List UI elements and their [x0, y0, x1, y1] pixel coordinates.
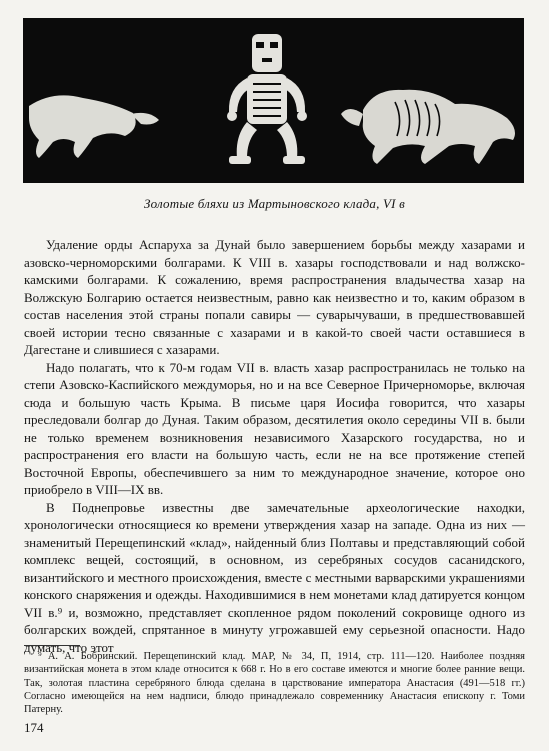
paragraph-1: Удаление орды Аспаруха за Дунай было завершением борьбы между хазарами и азовско-черноморскими болгарами. К VIII в. хазары господствовали и над волжско-камскими болгарами. К сожалению, время распространения владычества хазар на Волжскую Болгарию остается неизвестным, равно как неизвестно и то, каким образом в состав населения этой страны попали савиры — суварычуваши, в предшествовавшей своей истории тесно связанные с хазарами и в какой-то своей части оставшиеся в Дагестане и слившиеся с хазарами. — [24, 237, 525, 357]
paragraph-3: В Поднепровье известны две замечательные археологические находки, хронологически относящиеся ко времени утверждения хазар на западе. Одна из них — знаменитый Перещепинский «клад», найденный близ Полтавы и представляющий собой комплекс вещей, состоящий, в основном, из серебряных сосудов сасанидского, византийского и местного происхождения, вместе с местными варварскими украшениями конского снаряжения и одежды. Находившимися в нем монетами клад датируется концом VII в.⁹ и, возможно, представляет скопленное рядом поколений сокровище одного из болгарских вождей, спрятанное в минуту угрожавшей ему серьезной опасности. Надо думать, что этот — [24, 499, 525, 655]
paragraph-2: Надо полагать, что к 70-м годам VII в. власть хазар распространилась не только на степи Азовско-Каспийского междуморья, но и на все Северное Причерноморье, включая сюда и большую часть Крыма. В письме царя Иосифа говорится, что хазары преследовали болгар до Дуная. Таким образом, десятилетия около середины VII в. были не только временем возникновения независимого Хазарского государства, но и распространения его власти на большую часть, если не на все протяжение степей Восточной Европы, обеспечившего за ним то международное значение, которое оно приобрело в VIII—IX вв. — [24, 359, 525, 497]
footnote-divider — [24, 645, 80, 646]
main-text — [24, 236, 525, 656]
figure-gold-plaques — [23, 18, 524, 183]
page-number: 174 — [24, 720, 44, 735]
footnote-text: ⁹ А. А. Бобринский. Перещепинский клад. МАР, № 34, П, 1914, стр. 111—120. Наиболее поздняя византийская монета в этом кладе относится к 668 г. Но в его составе имеются и многие более ранние вещи. Так, золотая пластина серебряного блюда сделана в царствование императора Анастасия (491—518 гг.) Согласно имеющейся на нем надписи, блюдо принадлежало современнику Анастасия епископу г. Томи Патерну. — [24, 651, 525, 716]
figure-caption: Золотые бляхи из Мартыновского клада, VI в — [144, 196, 405, 211]
gold-plaques-image — [23, 18, 524, 183]
footnote — [24, 650, 525, 716]
